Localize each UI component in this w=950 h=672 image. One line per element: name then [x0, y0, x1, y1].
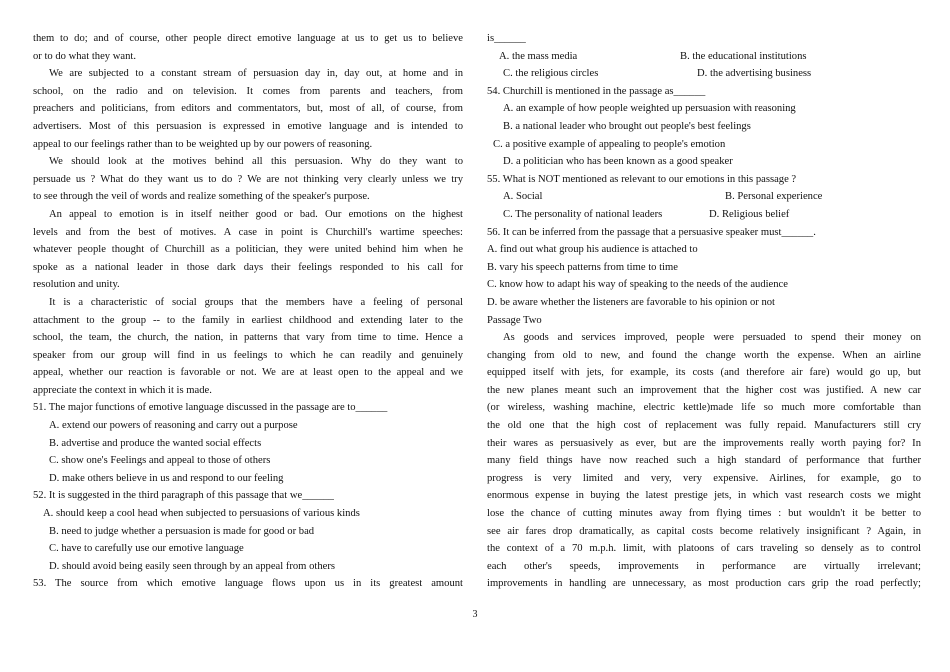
left-line: We are subjected to a constant stream of persuasion day in, day out, at home and in	[49, 68, 463, 80]
question-51-option-d: D. make others believe in us and respond to our feeling	[49, 472, 284, 484]
left-line: appreciate the context in which it is made.	[33, 384, 212, 396]
left-line: appeal, whether our reaction is favorable or not. We are at least open to the appeal and we	[33, 367, 463, 379]
left-line: whatever people thought of Churchill as a politician, they were united behind him when he	[33, 244, 463, 256]
passage-two-line: each other's speeds, improvements in performance are virtually irrelevant;	[487, 560, 921, 572]
left-line: levels and from the best of motives. A case in point is Churchill's wartime speeches:	[33, 226, 463, 238]
left-line: resolution and unity.	[33, 279, 120, 291]
left-line: persuade us ? What do they want us to do ? We are not thinking very clearly unless we try	[33, 173, 463, 185]
question-53-option-c: C. the religious circles	[503, 68, 599, 80]
left-column	[33, 30, 463, 593]
question-55-stem: 55. What is NOT mentioned as relevant to our emotions in this passage ?	[487, 173, 797, 185]
passage-two-line: improvements in handling are unnecessary, as most production cars grip the road perfectly;	[487, 578, 921, 590]
question-54-option-d: D. a politician who has been known as a good speaker	[503, 156, 733, 168]
question-52-option-d: D. should avoid being easily seen through by an appeal from others	[49, 560, 335, 572]
left-line: It is a characteristic of social groups that the members have a feeling of personal	[49, 296, 463, 308]
question-53-stem-continued: is______	[487, 33, 526, 44]
question-53-stem: 53. The source from which emotive language flows upon us in its greatest amount	[33, 578, 463, 590]
question-53-option-b: B. the educational institutions	[680, 50, 807, 62]
question-56-option-d: D. be aware whether the listeners are favorable to his opinion or not	[487, 296, 775, 308]
left-line: advertisers. Most of this persuasion is expressed in emotive language and is intended to	[33, 120, 463, 132]
passage-two-line: progress is very limited and very, very expensive. Airlines, for example, go to	[487, 472, 921, 484]
left-line: or to do what they want.	[33, 50, 136, 62]
page-number: 3	[472, 609, 478, 620]
question-53-options-row	[487, 65, 921, 83]
left-line: school, on the radio and on television. It comes from parents and teachers, from	[33, 85, 463, 97]
question-54-option-b: B. a national leader who brought out people's best feelings	[503, 120, 751, 132]
passage-two-line: the old one that the high cost of replacement was fully repaid. Manufacturers still cry	[487, 420, 921, 432]
passage-two-line: their wares as persuasively as ever, but are the improvements really worth paying for? In	[487, 437, 921, 449]
question-52-option-c: C. have to carefully use our emotive language	[49, 543, 244, 555]
question-52-stem: 52. It is suggested in the third paragraph of this passage that we______	[33, 490, 334, 502]
question-55-option-d: D. Religious belief	[709, 208, 790, 220]
passage-two-line: the context of a 70 m.p.h. limit, with platoons of cars traveling so densely as to control	[487, 543, 921, 555]
right-column	[487, 30, 921, 593]
question-54-option-a: A. an example of how people weighted up persuasion with reasoning	[503, 103, 796, 115]
left-line: appeal to our feelings rather than to be weighted up by our powers of reasoning.	[33, 138, 373, 150]
passage-two-line: see air fares drop dramatically, as capital costs become relatively insignificant ? Again, in	[487, 525, 921, 537]
question-55-options-row	[487, 206, 921, 224]
passage-two-line: (or wireless, washing machine, electric kettle)made life so much more comfortable than	[487, 402, 921, 414]
question-56-option-c: C. know how to adapt his way of speaking to the needs of the audience	[487, 279, 788, 291]
passage-two-line: the new planes meant such an improvement that the higher cost was justified. A new car	[487, 384, 921, 396]
question-56-option-a: A. find out what group his audience is attached to	[487, 244, 698, 256]
question-51-stem: 51. The major functions of emotive language discussed in the passage are to______	[33, 402, 388, 414]
question-51-option-b: B. advertise and produce the wanted social effects	[49, 437, 262, 449]
question-53-option-a: A. the mass media	[499, 50, 578, 62]
question-55-options-row	[487, 188, 921, 206]
passage-two-line: equipped itself with jets, for example, its costs (and therefore air fare) would go up, but	[487, 367, 921, 379]
passage-two-line: changing from old to new, and found the change worth the expense. When an airline	[487, 349, 921, 361]
question-55-option-b: B. Personal experience	[725, 191, 823, 203]
left-line: them to do; and of course, other people direct emotive language at us to get us to believe	[33, 33, 463, 44]
question-56-option-b: B. vary his speech patterns from time to time	[487, 261, 678, 273]
left-line: preachers and politicians, from editors and commentators, but, most of all, of course, from	[33, 103, 463, 115]
passage-two-line: many field things have now reached such a high standard of performance that further	[487, 455, 921, 467]
left-line: We should look at the motives behind all this persuasion. Why do they want to	[49, 156, 463, 168]
passage-two-line: lose the chance of cutting minutes away from flying times : but wouldn't it be better to	[487, 508, 921, 520]
question-56-stem: 56. It can be inferred from the passage that a persuasive speaker must______.	[487, 226, 816, 238]
question-54-option-c: C. a positive example of appealing to people's emotion	[493, 138, 726, 150]
left-line: spoke as a national leader in those dark days their feelings responded to his call for	[33, 261, 463, 273]
question-54-stem: 54. Churchill is mentioned in the passage as______	[487, 85, 706, 97]
question-51-option-c: C. show one's Feelings and appeal to those of others	[49, 455, 271, 467]
question-52-option-b: B. need to judge whether a persuasion is made for good or bad	[49, 525, 315, 537]
left-line: school, the team, the church, the nation, in patterns that vary from time to time. Hence a	[33, 332, 463, 344]
left-line: speaker from our group will find in us feelings to which he can readily and genuinely	[33, 349, 463, 361]
left-line: attachment to the group -- to the family in earliest childhood and extending later to the	[33, 314, 463, 326]
question-55-option-a: A. Social	[503, 191, 543, 203]
passage-two-title: Passage Two	[487, 314, 542, 326]
left-line: An appeal to emotion is in itself neither good or bad. Our emotions on the highest	[49, 208, 463, 220]
left-line: to see through the veil of words and realize something of the speaker's purpose.	[33, 191, 370, 203]
question-52-option-a: A. should keep a cool head when subjected to persuasions of various kinds	[43, 508, 360, 520]
passage-two-line: enormous expense in buying the latest prestige jets, in which vast research costs we might	[487, 490, 921, 502]
question-53-option-d: D. the advertising business	[697, 68, 812, 80]
question-53-options-row	[487, 48, 921, 66]
question-51-option-a: A. extend our powers of reasoning and carry out a purpose	[49, 420, 298, 432]
passage-two-line: As goods and services improved, people were persuaded to spend their money on	[503, 332, 921, 344]
question-55-option-c: C. The personality of national leaders	[503, 208, 663, 220]
